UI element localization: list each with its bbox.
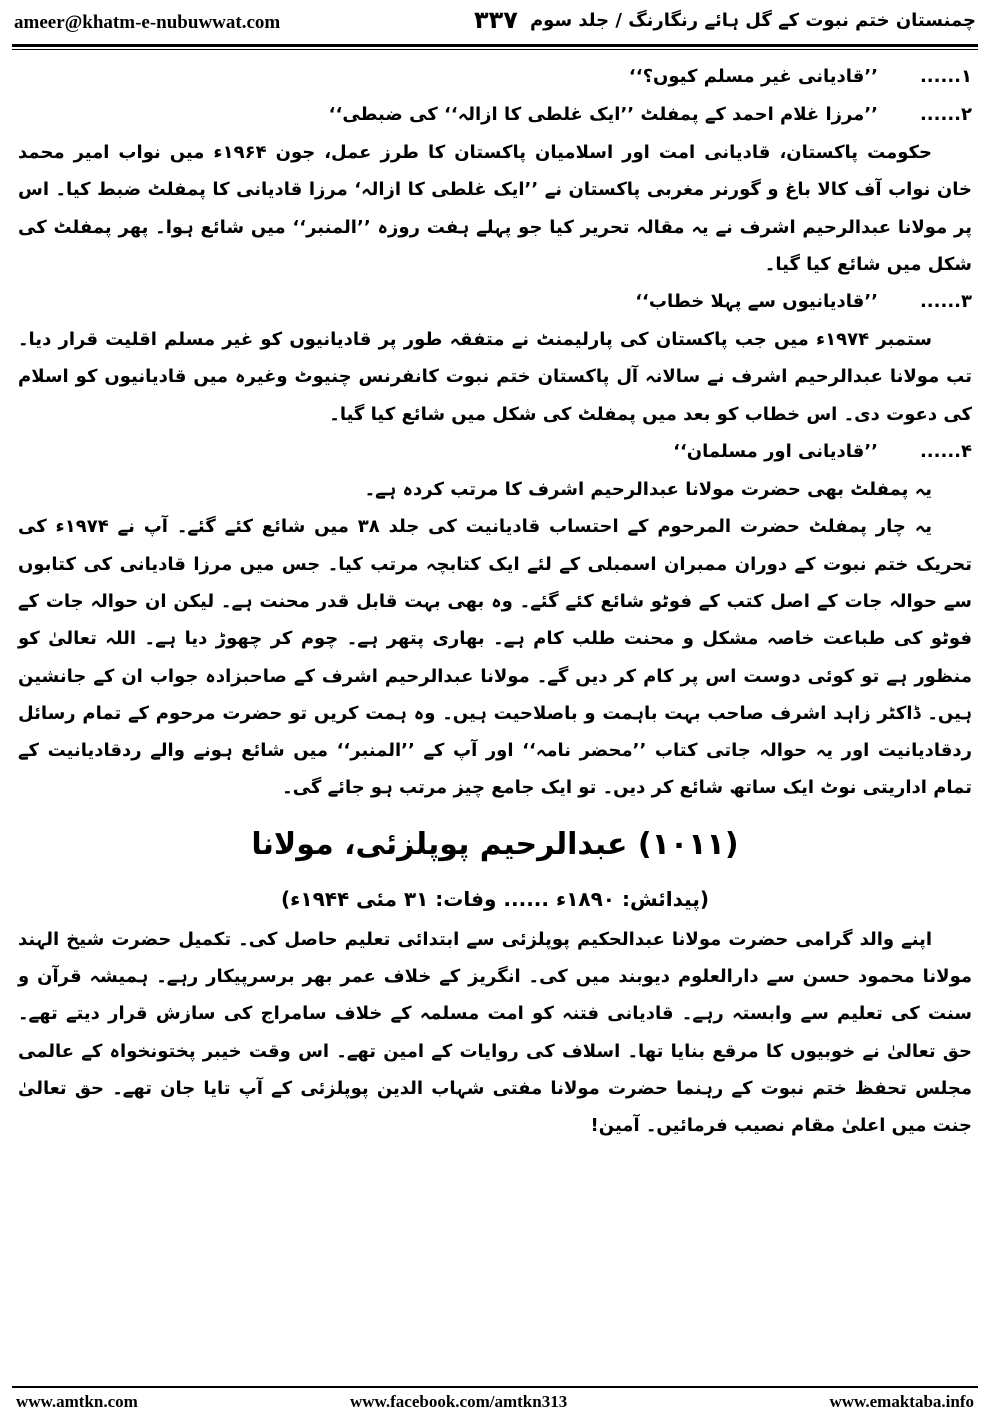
list-item <box>18 283 972 321</box>
list-item <box>18 96 972 134</box>
page-number: ۳۳۷ <box>474 6 518 34</box>
item-number: ۲...... <box>919 104 972 125</box>
item-title: ’’قادیانی اور مسلمان‘‘ <box>673 441 878 463</box>
header-rule-thin <box>12 49 978 50</box>
section-dates: (پیدائش: ۱۸۹۰ء ...... وفات: ۳۱ مئی ۱۹۴۴ء) <box>281 886 709 911</box>
list-item <box>18 433 972 471</box>
item-number: ۱...... <box>919 66 972 87</box>
paragraph: یہ پمفلٹ بھی حضرت مولانا عبدالرحیم اشرف کا مرتب کردہ ہے۔ <box>364 479 932 501</box>
footer-link-right: www.emaktaba.info <box>829 1392 974 1411</box>
page-header <box>14 6 976 40</box>
item-title: ’’قادیانیوں سے پہلا خطاب‘‘ <box>635 291 878 313</box>
footer-rule <box>12 1386 978 1388</box>
header-rule <box>12 44 978 47</box>
footer-link-left: www.amtkn.com <box>16 1392 138 1411</box>
section-heading: (۱۰۱۱) عبدالرحیم پوپلزئی، مولانا <box>251 826 739 862</box>
book-title: چمنستان ختم نبوت کے گل ہائے رنگارنگ / جلد سوم <box>529 10 976 31</box>
item-title: ’’قادیانی غیر مسلم کیوں؟‘‘ <box>628 66 878 87</box>
paragraph: حکومت پاکستان، قادیانی امت اور اسلامیان پاکستان کا طرز عمل، جون ۱۹۶۴ء میں نواب امیر محمد خان نواب آف کالا باغ و گورنر مغربی پاکستان نے ’’ایک غلطی کا ازالہ‘ مرزا قادیانی کا پمفلٹ ضبط کیا۔ اس پر مولانا عبدالرحیم اشرف نے یہ مقالہ تحریر کیا جو پہلے ہفت روزہ ’’المنبر‘‘ میں شائع ہوا۔ پھر پمفلٹ کی شکل میں شائع کیا گیا۔ <box>18 142 972 275</box>
paragraph: ستمبر ۱۹۷۴ء میں جب پاکستان کی پارلیمنٹ نے متفقہ طور پر قادیانیوں کو غیر مسلم اقلیت قرار دیا۔ تب مولانا عبدالرحیم اشرف نے سالانہ آل پاکستان ختم نبوت کانفرنس چنیوٹ وغیرہ میں قادیانیوں کو اسلام کی دعوت دی۔ اس خطاب کو بعد میں پمفلٹ کی شکل میں شائع کیا گیا۔ <box>18 329 972 425</box>
page-body <box>18 58 972 1145</box>
footer-link-center: www.facebook.com/amtkn313 <box>350 1392 568 1411</box>
paragraph: یہ چار پمفلٹ حضرت المرحوم کے احتساب قادیانیت کی جلد ۳۸ میں شائع کئے گئے۔ آپ نے ۱۹۷۴ء کی تحریک ختم نبوت کے دوران ممبران اسمبلی کے لئے ایک کتابچہ مرتب کیا۔ جس میں مرزا قادیانی کی کتابوں سے حوالہ جات کے اصل کتب کے فوٹو شائع کئے گئے۔ وہ بھی بہت قابل قدر محنت ہے۔ لیکن ان حوالہ جات کے فوٹو کی طباعت خاصہ مشکل و محنت طلب کام ہے۔ بھاری پتھر ہے۔ چوم کر چھوڑ دیا ہے۔ اللہ تعالیٰ کو منظور ہے تو کوئی دوست اس پر کام کر دیں گے۔ مولانا عبدالرحیم اشرف کے صاحبزادہ جواب ان کے جانشین ہیں۔ ڈاکٹر زاہد اشرف صاحب بہت باہمت و باصلاحیت ہیں۔ وہ ہمت کریں تو حضرت مرحوم کے تمام رسائل ردقادیانیت اور یہ حوالہ جاتی کتاب ’’محضر نامہ‘‘ اور آپ کے ’’المنبر‘‘ میں شائع ہونے والے ردقادیانیت کے تمام اداریتی نوٹ ایک ساتھ شائع کر دیں۔ تو ایک جامع چیز مرتب ہو جائے گی۔ <box>18 516 972 799</box>
header-email: ameer@khatm-e-nubuwwat.com <box>14 12 281 33</box>
item-number: ۴...... <box>919 441 972 463</box>
list-item <box>18 58 972 96</box>
item-title: ’’مرزا غلام احمد کے پمفلٹ ’’ایک غلطی کا ازالہ‘‘ کی ضبطی‘‘ <box>328 104 878 125</box>
item-number: ۳...... <box>919 291 972 313</box>
paragraph: اپنے والد گرامی حضرت مولانا عبدالحکیم پوپلزئی سے ابتدائی تعلیم حاصل کی۔ تکمیل حضرت شیخ الہند مولانا محمود حسن سے دارالعلوم دیوبند میں کی۔ انگریز کے خلاف عمر بھر برسرپیکار رہے۔ ہمیشہ قرآن و سنت کی تعلیم سے وابستہ رہے۔ قادیانی فتنہ کو امت مسلمہ کے خلاف سامراج کی سازش قرار دیتے تھے۔ حق تعالیٰ نے خوبیوں کا مرقع بنایا تھا۔ اسلاف کی روایات کے امین تھے۔ اس وقت خیبر پختونخواہ کے عالمی مجلس تحفظ ختم نبوت کے رہنما حضرت مولانا مفتی شہاب الدین پوپلزئی کے آپ تایا جان تھے۔ حق تعالیٰ جنت میں اعلیٰ مقام نصیب فرمائیں۔ آمین! <box>18 928 972 1137</box>
